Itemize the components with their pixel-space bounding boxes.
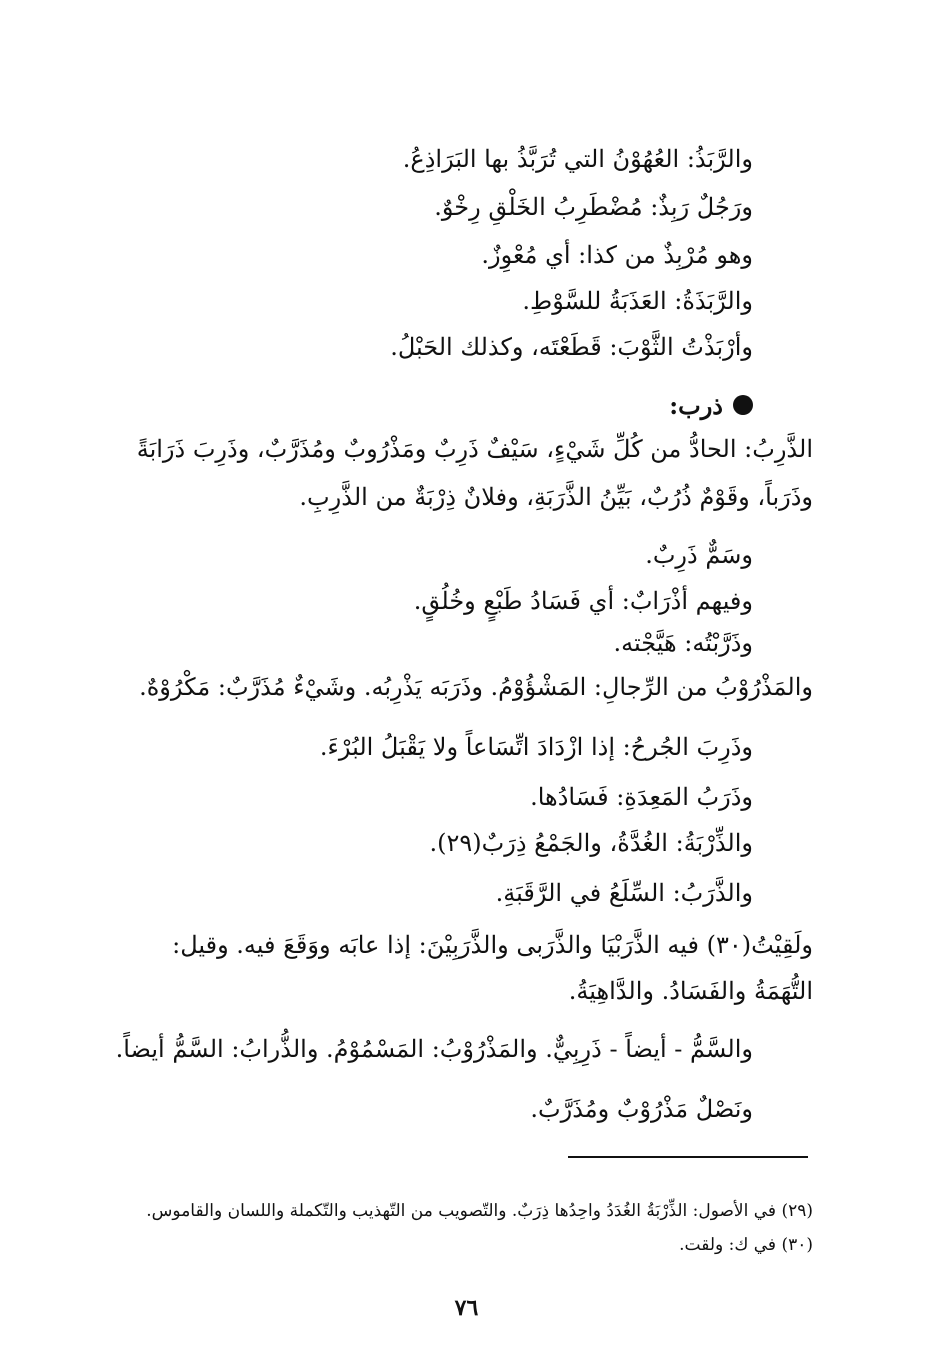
entry-line: وفيهم أذْرَابٌ: أي فَسَادُ طَبْعٍ وخُلُقٍ. xyxy=(413,587,753,615)
footnote: (٢٩) في الأصول: الذِّرْبَةُ الغُدَدُ واحِدُها ذِرَبٌ. والتّصويب من التّهذيب والتّكملة واللسان والقاموس. xyxy=(146,1201,813,1221)
entry-paragraph-line: ولَقِيْتُ(٣٠) فيه الذَّرَبْيَا والذَّرَبى والذَّرَبِيْنَ: إذا عابَه ووَقَعَ فيه. وقيل: xyxy=(172,931,813,959)
entry-line: والذِّرْبَةُ: الغُدَّةُ، والجَمْعُ ذِرَبٌ(٢٩). xyxy=(429,829,753,857)
entry-line: والرَّبَذَةُ: العَذَبَةُ للسَّوْطِ. xyxy=(522,287,753,315)
entry-heading xyxy=(669,388,753,422)
page-number: ٧٦ xyxy=(454,1295,479,1321)
entry-paragraph-line: التُّهَمَةُ والفَسَادُ. والدَّاهِيَةُ. xyxy=(568,977,813,1005)
entry-paragraph-line: والمَذْرُوْبُ من الرِّجالِ: المَشْؤُوْمُ. وذَرَبَه يَذْرِبُه. وشَيْءٌ مُذَرَّبٌ: مَكْرُوْهٌ. xyxy=(139,673,813,701)
entry-line: وسَمٌّ ذَرِبٌ. xyxy=(645,541,753,569)
entry-paragraph-line: الذَّرِبُ: الحادُّ من كُلِّ شَيْءٍ، سَيْفٌ ذَرِبٌ ومَذْرُوبٌ ومُذَرَّبٌ، وذَرِبَ ذَرَابَةً xyxy=(136,435,813,463)
entry-line: والسَّمُّ - أيضاً - ذَرِبِيٌّ. والمَذْرُوْبُ: المَسْمُوْمُ. والذُّرابُ: السَّمُّ أيضاً. xyxy=(115,1035,753,1063)
entry-line: وذَرَّبْتُه: هَيَّجْته. xyxy=(613,629,753,657)
entry-line: وذَرَبُ المَعِدَةِ: فَسَادُها. xyxy=(530,783,753,811)
entry-line: والذَّرَبُ: السِّلَعُ في الرَّقَبَةِ. xyxy=(495,879,753,907)
footnote-divider xyxy=(568,1156,808,1158)
entry-line: ونَصْلٌ مَذْرُوْبٌ ومُذَرَّبٌ. xyxy=(530,1095,753,1123)
entry-line: وذَرِبَ الجُرحُ: إذا ازْدَادَ اتِّسَاعاً ولا يَقْبَلُ البُرْءَ. xyxy=(319,733,753,761)
entry-line: وأرْبَذْتُ الثَّوْبَ: قَطَعْتَه، وكذلك الحَبْلُ. xyxy=(390,333,753,361)
entry-line: والرَّبَذُ: العُهُوْنُ التي تُرَبَّذُ بها البَرَاذِعُ. xyxy=(402,145,753,173)
entry-heading-text: ذرب: xyxy=(669,390,723,420)
entry-line: ورَجُلٌ رَبِذٌ: مُضْطَرِبُ الخَلْقِ رِخْوٌ. xyxy=(434,193,753,221)
footnote: (٣٠) في ك: ولقت. xyxy=(679,1235,813,1255)
entry-paragraph-line: وذَرَباً، وقَوْمٌ ذُرُبٌ، بَيِّنُ الذَّرَبَةِ، وفلانٌ ذِرْبَةٌ من الذَّرِبِ. xyxy=(299,483,813,511)
entry-line: وهو مُرْبِذٌ من كذا: أي مُعْوِزٌ. xyxy=(481,241,753,269)
bullet-icon xyxy=(733,395,753,415)
